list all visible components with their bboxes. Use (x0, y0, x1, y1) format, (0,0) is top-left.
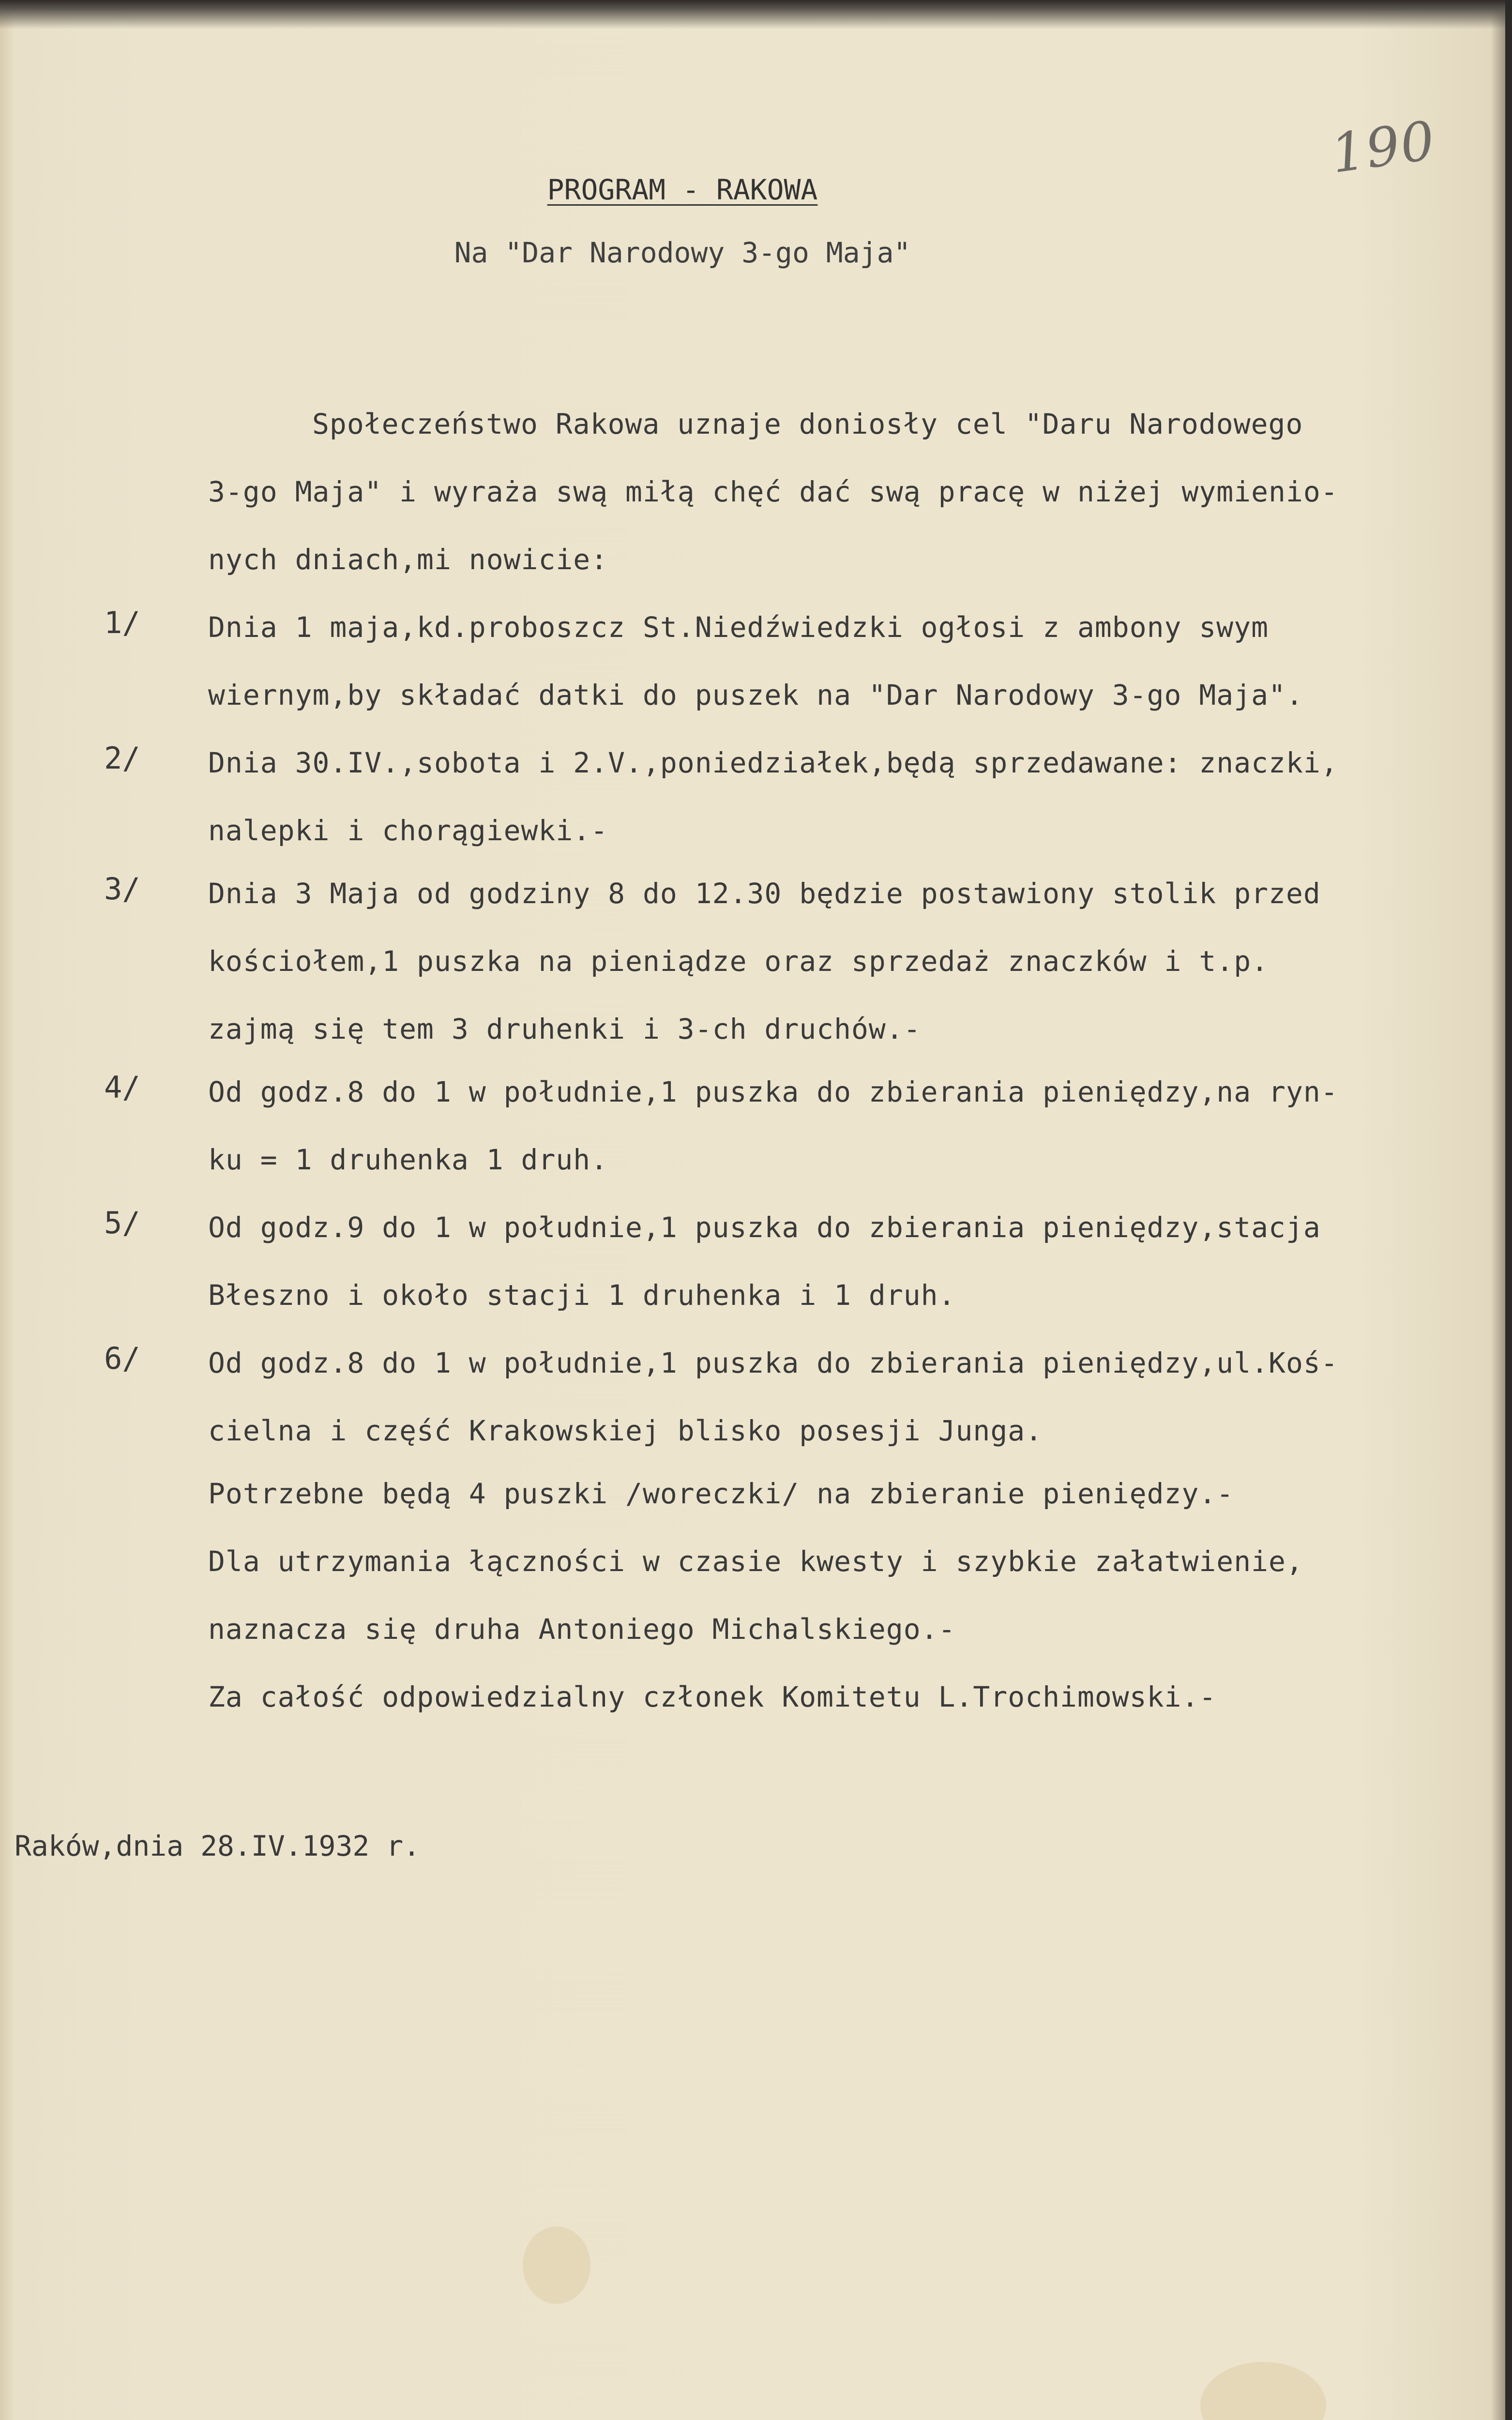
item-line: Od godz.8 do 1 w południe,1 puszka do zbierania pieniędzy,na ryn- (208, 1075, 1338, 1108)
item-line: Dnia 3 Maja od godziny 8 do 12.30 będzie postawiony stolik przed (208, 877, 1321, 910)
place-date: Raków,dnia 28.IV.1932 r. (15, 1830, 421, 1862)
closing-line: Dla utrzymania łączności w czasie kwesty i szybkie załatwienie, (208, 1545, 1303, 1578)
item-number: 4/ (104, 1070, 140, 1105)
item-line: kościołem,1 puszka na pieniądze oraz sprzedaż znaczków i t.p. (208, 945, 1269, 978)
closing-line: naznacza się druha Antoniego Michalskiego.- (208, 1613, 956, 1646)
item-line: wiernym,by składać datki do puszek na "Dar Narodowy 3-go Maja". (208, 679, 1303, 711)
paper-stain (523, 2226, 590, 2304)
item-line: Dnia 1 maja,kd.proboszcz St.Niedźwiedzki ogłosi z ambony swym (208, 611, 1269, 644)
scan-top-shadow (0, 0, 1512, 29)
scan-right-edge (1505, 0, 1512, 2420)
item-line: Dnia 30.IV.,sobota i 2.V.,poniedziałek,będą sprzedawane: znaczki, (208, 746, 1338, 779)
item-line: Błeszno i około stacji 1 druhenka i 1 druh. (208, 1279, 956, 1312)
item-number: 5/ (104, 1205, 140, 1240)
handwritten-page-number: 190 (1327, 109, 1439, 185)
item-number: 6/ (104, 1341, 140, 1376)
intro-line: Społeczeństwo Rakowa uznaje doniosły cel "Daru Narodowego (312, 408, 1303, 440)
item-number: 1/ (104, 605, 140, 640)
item-line: Od godz.8 do 1 w południe,1 puszka do zbierania pieniędzy,ul.Koś- (208, 1346, 1338, 1379)
closing-line: Potrzebne będą 4 puszki /woreczki/ na zbieranie pieniędzy.- (208, 1477, 1234, 1510)
document-subtitle: Na "Dar Narodowy 3-go Maja" (454, 236, 911, 269)
item-line: zajmą się tem 3 druhenki i 3-ch druchów.- (208, 1013, 921, 1045)
item-line: nalepki i chorągiewki.- (208, 814, 608, 847)
item-line: cielna i część Krakowskiej blisko posesji Junga. (208, 1414, 1043, 1447)
item-line: ku = 1 druhenka 1 druh. (208, 1143, 608, 1176)
item-line: Od godz.9 do 1 w południe,1 puszka do zbierania pieniędzy,stacja (208, 1211, 1321, 1244)
item-number: 3/ (104, 871, 140, 907)
item-number: 2/ (104, 741, 140, 776)
closing-line: Za całość odpowiedzialny członek Komitetu L.Trochimowski.- (208, 1680, 1217, 1713)
intro-line: nych dniach,mi nowicie: (208, 543, 608, 576)
paper-stain (1200, 2362, 1326, 2420)
intro-line: 3-go Maja" i wyraża swą miłą chęć dać swą pracę w niżej wymienio- (208, 475, 1338, 508)
document-title: PROGRAM - RAKOWA (547, 173, 818, 206)
